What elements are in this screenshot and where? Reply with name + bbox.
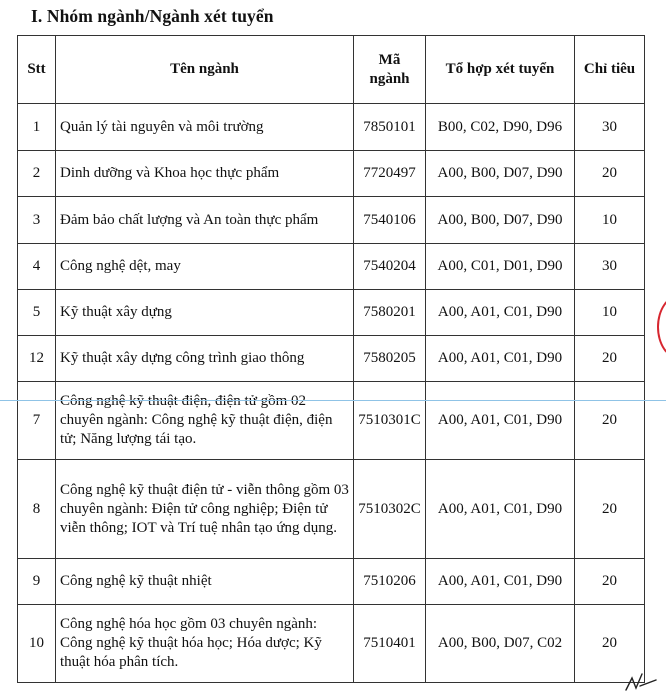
table-row	[18, 559, 645, 605]
row-code: 7580201	[354, 290, 426, 336]
row-name: Kỹ thuật xây dựng công trình giao thông	[56, 336, 354, 382]
row-stt: 2	[18, 151, 56, 197]
table-row	[18, 244, 645, 290]
row-combo: A00, A01, C01, D90	[426, 460, 575, 559]
row-stt: 1	[18, 104, 56, 151]
row-code: 7850101	[354, 104, 426, 151]
table-row	[18, 151, 645, 197]
header-combo: Tổ hợp xét tuyển	[426, 36, 575, 104]
row-quota: 20	[575, 559, 645, 605]
row-name: Kỹ thuật xây dựng	[56, 290, 354, 336]
row-code: 7540106	[354, 197, 426, 244]
table-row	[18, 104, 645, 151]
row-code: 7510301C	[354, 382, 426, 460]
row-combo: A00, A01, C01, D90	[426, 336, 575, 382]
row-combo: A00, A01, C01, D90	[426, 290, 575, 336]
row-name: Công nghệ kỹ thuật điện tử - viễn thông gồm 03 chuyên ngành: Điện tử công nghiệp; Điện tử viễn thông; IOT và Trí tuệ nhân tạo ứng dụng.	[56, 460, 354, 559]
row-code: 7720497	[354, 151, 426, 197]
row-code: 7540204	[354, 244, 426, 290]
row-combo: A00, B00, D07, C02	[426, 605, 575, 683]
signature-mark-icon	[620, 668, 660, 694]
row-code: 7510206	[354, 559, 426, 605]
row-combo: A00, C01, D01, D90	[426, 244, 575, 290]
row-stt: 4	[18, 244, 56, 290]
row-stt: 12	[18, 336, 56, 382]
row-stt: 3	[18, 197, 56, 244]
row-stt: 9	[18, 559, 56, 605]
row-quota: 20	[575, 336, 645, 382]
table-row	[18, 382, 645, 460]
row-name: Dinh dưỡng và Khoa học thực phẩm	[56, 151, 354, 197]
row-quota: 10	[575, 290, 645, 336]
table-row	[18, 336, 645, 382]
row-stt: 7	[18, 382, 56, 460]
row-code: 7580205	[354, 336, 426, 382]
row-code: 7510302C	[354, 460, 426, 559]
row-name: Công nghệ kỹ thuật nhiệt	[56, 559, 354, 605]
row-code: 7510401	[354, 605, 426, 683]
majors-table	[17, 35, 645, 683]
row-combo: A00, B00, D07, D90	[426, 151, 575, 197]
scan-guide-line	[0, 400, 666, 401]
row-quota: 10	[575, 197, 645, 244]
row-name: Công nghệ dệt, may	[56, 244, 354, 290]
row-quota: 20	[575, 605, 645, 683]
row-quota: 30	[575, 244, 645, 290]
row-quota: 20	[575, 151, 645, 197]
row-stt: 8	[18, 460, 56, 559]
row-name: Đảm bảo chất lượng và An toàn thực phẩm	[56, 197, 354, 244]
header-quota: Chỉ tiêu	[575, 36, 645, 104]
table-row	[18, 197, 645, 244]
row-stt: 5	[18, 290, 56, 336]
row-stt: 10	[18, 605, 56, 683]
table-header-row	[18, 36, 645, 104]
row-quota: 20	[575, 460, 645, 559]
red-seal-edge	[657, 295, 666, 359]
table-row	[18, 605, 645, 683]
row-quota: 30	[575, 104, 645, 151]
row-quota: 20	[575, 382, 645, 460]
row-combo: A00, A01, C01, D90	[426, 382, 575, 460]
row-name: Công nghệ kỹ thuật điện, điện tử gồm 02 chuyên ngành: Công nghệ kỹ thuật điện, điện tử; Năng lượng tái tạo.	[56, 382, 354, 460]
row-name: Công nghệ hóa học gồm 03 chuyên ngành: Công nghệ kỹ thuật hóa học; Hóa dược; Kỹ thuật hóa phân tích.	[56, 605, 354, 683]
header-code: Mã ngành	[354, 36, 426, 104]
table-row	[18, 460, 645, 559]
section-heading: I. Nhóm ngành/Ngành xét tuyển	[31, 6, 274, 26]
row-combo: B00, C02, D90, D96	[426, 104, 575, 151]
row-combo: A00, A01, C01, D90	[426, 559, 575, 605]
header-stt: Stt	[18, 36, 56, 104]
table-row	[18, 290, 645, 336]
header-name: Tên ngành	[56, 36, 354, 104]
row-name: Quản lý tài nguyên và môi trường	[56, 104, 354, 151]
row-combo: A00, B00, D07, D90	[426, 197, 575, 244]
